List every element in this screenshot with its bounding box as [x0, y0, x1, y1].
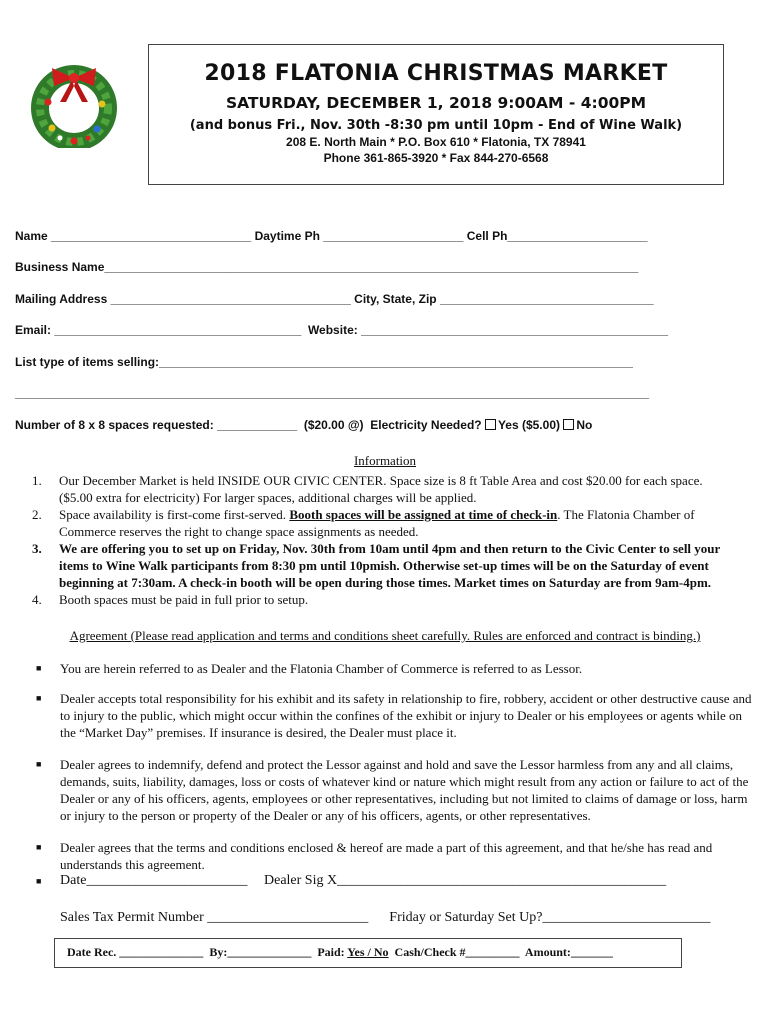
agreement-bullet	[36, 690, 756, 741]
agreement-text: Dealer agrees that the terms and conditions enclosed & hereof are made a part of this agreement, and that he/she has read and understands this agreement.	[60, 840, 713, 872]
yes-label: Yes ($5.00)	[497, 418, 564, 432]
agreement-text: Dealer accepts total responsibility for his exhibit and its safety in relationship to fire, robbery, accident or other destructive cause and to injury to the public, which might occur within the confines of the exhibit or injury to Dealer or his employees or agents while on the “Market Day” premises. If insurance is desired, the Dealer must place it.	[60, 691, 752, 740]
paid-yes-no[interactable]: Yes / No	[347, 945, 389, 959]
info-text	[59, 506, 732, 540]
paid-label: Paid:	[317, 945, 348, 959]
info-number: 2.	[32, 507, 42, 522]
yes-checkbox[interactable]	[485, 419, 496, 430]
event-date: SATURDAY, DECEMBER 1, 2018 9:00AM - 4:00PM	[225, 94, 647, 112]
office-use-box	[54, 938, 682, 968]
information-heading: Information	[353, 453, 417, 468]
christmas-wreath-icon	[30, 62, 118, 148]
info-number: 3.	[32, 541, 42, 556]
date-signature-row	[36, 873, 756, 890]
name-phone-field-row[interactable]: Name ______________________________ Daytime Ph _____________________ Cell Ph_____________________	[15, 229, 648, 243]
info-item	[32, 506, 732, 540]
email-website-field-row[interactable]: Email: _____________________________________ Website: ______________________________________________	[15, 323, 669, 337]
info-text-part: . The Flatonia Chamber of Commerce reserves the right to change space assignments as needed.	[59, 507, 695, 539]
info-text: We are offering you to set up on Friday, Nov. 30th from 10am until 4pm and then return to the Civic Center to sell your items to Wine Walk participants from 8:30 pm until 10pmish. Otherwise set-up times will be on the Saturday of event beginning at 7:30am. A check-in booth will be open during those times. Market times on Saturday are from 9am-4pm.	[59, 541, 721, 590]
event-title: 2018 FLATONIA CHRISTMAS MARKET	[204, 61, 668, 86]
agreement-heading: Agreement (Please read application and terms and conditions sheet carefully. Rules are enforced and contract is binding.)	[69, 628, 701, 643]
date-field[interactable]: Date_______________________	[60, 873, 248, 888]
cash-check-field[interactable]: Cash/Check #_________	[388, 945, 525, 959]
agreement-bullet	[36, 660, 756, 677]
date-received-field[interactable]: Date Rec. ______________	[67, 945, 210, 959]
permit-setup-row[interactable]: Sales Tax Permit Number _______________________ Friday or Saturday Set Up?________________________	[60, 910, 711, 925]
event-bonus: (and bonus Fri., Nov. 30th -8:30 pm until 10pm - End of Wine Walk)	[189, 118, 683, 133]
info-text: Booth spaces must be paid in full prior to setup.	[59, 592, 309, 607]
agreement-bullet	[36, 839, 756, 873]
agreement-text: Dealer agrees to indemnify, defend and protect the Lessor against and hold and save the Lessor harmless from any and all claims, demands, suits, liability, damages, loss or costs of whatever kind or nature which might result from any action or failure to act of the Dealer or any of his officers, agents, employees or other representatives, including but not limited to claims of damage or loss, harm or injury to the person or property of the Dealer or any of his officers, agents, or other representatives.	[60, 757, 749, 823]
business-name-field-row[interactable]: Business Name________________________________________________________________________________	[15, 260, 639, 274]
agreement-bullet	[36, 756, 756, 824]
bullet-icon: ■	[36, 842, 42, 852]
items-selling-field-row[interactable]: List type of items selling:_______________________________________________________________________	[15, 355, 633, 369]
info-number: 4.	[32, 592, 42, 607]
dealer-signature-field[interactable]: Dealer Sig X_______________________________________________	[264, 873, 667, 888]
no-label: No	[576, 418, 593, 432]
event-address: 208 E. North Main * P.O. Box 610 * Flatonia, TX 78941	[286, 135, 586, 149]
no-checkbox[interactable]	[563, 419, 574, 430]
bullet-icon: ■	[36, 876, 42, 886]
spaces-requested-label[interactable]: Number of 8 x 8 spaces requested: ____________ ($20.00 @) Electricity Needed?	[15, 418, 485, 432]
items-selling-continuation-line[interactable]: _______________________________________________________________________________________________	[15, 386, 650, 400]
info-item	[32, 591, 732, 608]
mailing-address-field-row[interactable]: Mailing Address ____________________________________ City, State, Zip ________________________________	[15, 292, 654, 306]
received-by-field[interactable]: By:______________	[209, 945, 318, 959]
info-text: Our December Market is held INSIDE OUR CIVIC CENTER. Space size is 8 ft Table Area and cost $20.00 for each space. ($5.00 extra for electricity) For larger spaces, additional charges will be applied.	[59, 473, 703, 505]
spaces-electricity-row	[15, 418, 592, 432]
info-number: 1.	[32, 473, 42, 488]
information-list	[32, 472, 732, 608]
agreement-text: You are herein referred to as Dealer and the Flatonia Chamber of Commerce is referred to as Lessor.	[60, 661, 583, 676]
bullet-icon: ■	[36, 759, 42, 769]
event-phone: Phone 361-865-3920 * Fax 844-270-6568	[323, 151, 549, 165]
header-box	[148, 44, 724, 185]
info-text-part: Space availability is first-come first-served.	[59, 507, 290, 522]
bullet-icon: ■	[36, 693, 42, 703]
info-item	[32, 540, 732, 591]
amount-field[interactable]: Amount:_______	[524, 945, 613, 959]
bullet-icon: ■	[36, 663, 42, 673]
info-text-emphasis: Booth spaces will be assigned at time of check-in	[289, 507, 558, 522]
info-item	[32, 472, 732, 506]
